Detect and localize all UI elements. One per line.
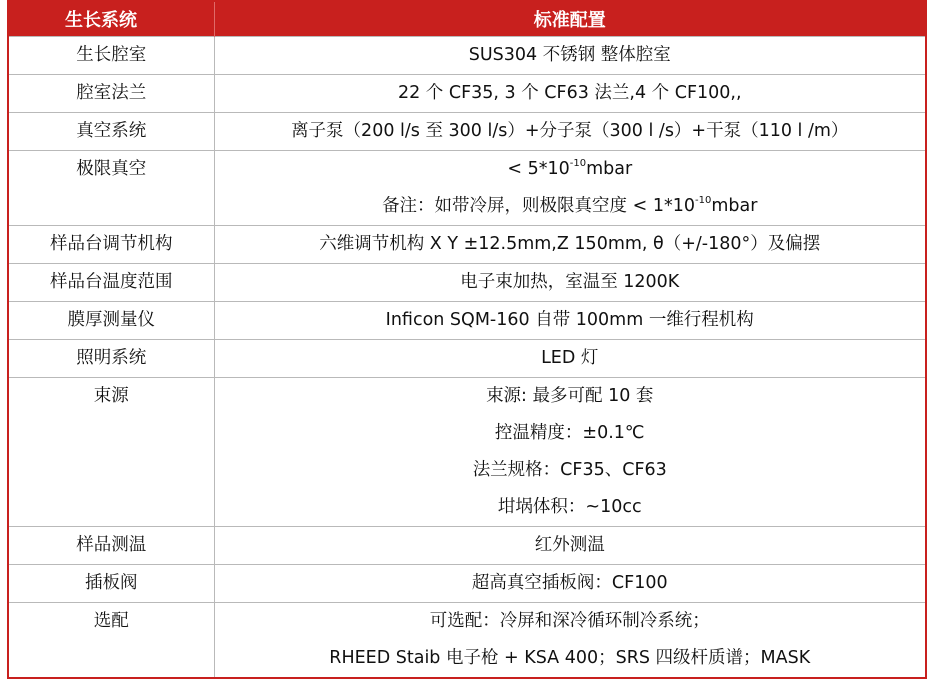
value-line bbox=[215, 151, 926, 188]
value-line bbox=[215, 188, 926, 225]
value-line: 电子束加热，室温至 1200K bbox=[460, 272, 680, 292]
header-standard-config: 标准配置 bbox=[214, 1, 926, 37]
row-value bbox=[214, 378, 926, 527]
row-value bbox=[214, 264, 926, 302]
value-line: LED 灯 bbox=[541, 348, 599, 368]
header-row bbox=[8, 1, 926, 37]
table-row bbox=[8, 113, 926, 151]
value-line: SUS304 不锈钢 整体腔室 bbox=[468, 45, 671, 65]
row-label: 束源 bbox=[8, 378, 214, 527]
table-row bbox=[8, 226, 926, 264]
row-label: 样品台温度范围 bbox=[8, 264, 214, 302]
table-row bbox=[8, 151, 926, 226]
row-label: 生长腔室 bbox=[8, 37, 214, 75]
unit-text: mbar bbox=[586, 159, 633, 179]
row-value bbox=[214, 226, 926, 264]
row-value bbox=[214, 302, 926, 340]
exponent: -10 bbox=[569, 158, 587, 170]
row-label: 样品测温 bbox=[8, 527, 214, 565]
value-line: 超高真空插板阀：CF100 bbox=[471, 573, 668, 593]
row-value bbox=[214, 151, 926, 226]
value-text: 备注：如带冷屏，则极限真空度 < 1*10 bbox=[382, 196, 696, 216]
value-line: Inficon SQM-160 自带 100mm 一维行程机构 bbox=[385, 310, 754, 330]
row-value bbox=[214, 527, 926, 565]
unit-text: mbar bbox=[711, 196, 758, 216]
value-line: 红外测温 bbox=[534, 535, 605, 555]
table-row bbox=[8, 378, 926, 527]
table-row bbox=[8, 302, 926, 340]
row-label: 选配 bbox=[8, 603, 214, 679]
value-line: 22 个 CF35, 3 个 CF63 法兰,4 个 CF100,, bbox=[397, 83, 742, 103]
table-row bbox=[8, 264, 926, 302]
row-value bbox=[214, 565, 926, 603]
header-growth-system: 生长系统 bbox=[8, 1, 214, 37]
row-label: 极限真空 bbox=[8, 151, 214, 226]
value-line: RHEED Staib 电子枪 + KSA 400；SRS 四级杆质谱；MASK bbox=[329, 648, 811, 668]
value-text: < 5*10 bbox=[507, 159, 570, 179]
table-row bbox=[8, 340, 926, 378]
row-label: 样品台调节机构 bbox=[8, 226, 214, 264]
value-line: 可选配：冷屏和深冷循环制冷系统； bbox=[429, 611, 710, 631]
value-line: 控温精度：±0.1℃ bbox=[494, 423, 645, 443]
table-row bbox=[8, 565, 926, 603]
table-body bbox=[8, 37, 926, 679]
row-label: 照明系统 bbox=[8, 340, 214, 378]
value-line: 六维调节机构 X Y ±12.5mm,Z 150mm, θ（+/-180°）及偏摆 bbox=[319, 234, 821, 254]
value-line: 离子泵（200 l/s 至 300 l/s）+分子泵（300 l /s）+干泵（110 l /m） bbox=[291, 121, 849, 141]
row-value bbox=[214, 75, 926, 113]
value-line: 束源: 最多可配 10 套 bbox=[486, 386, 654, 406]
table-row bbox=[8, 37, 926, 75]
row-label: 真空系统 bbox=[8, 113, 214, 151]
row-value bbox=[214, 603, 926, 679]
value-line: 坩埚体积：~10cc bbox=[497, 497, 642, 517]
row-value bbox=[214, 113, 926, 151]
row-label: 插板阀 bbox=[8, 565, 214, 603]
row-label: 腔室法兰 bbox=[8, 75, 214, 113]
exponent: -10 bbox=[695, 195, 712, 207]
row-value bbox=[214, 37, 926, 75]
value-line: 法兰规格：CF35、CF63 bbox=[472, 460, 667, 480]
row-value bbox=[214, 340, 926, 378]
spec-table bbox=[7, 0, 927, 679]
table-row bbox=[8, 603, 926, 679]
table-row bbox=[8, 527, 926, 565]
row-label: 膜厚测量仪 bbox=[8, 302, 214, 340]
table-header bbox=[8, 1, 926, 37]
table-row bbox=[8, 75, 926, 113]
